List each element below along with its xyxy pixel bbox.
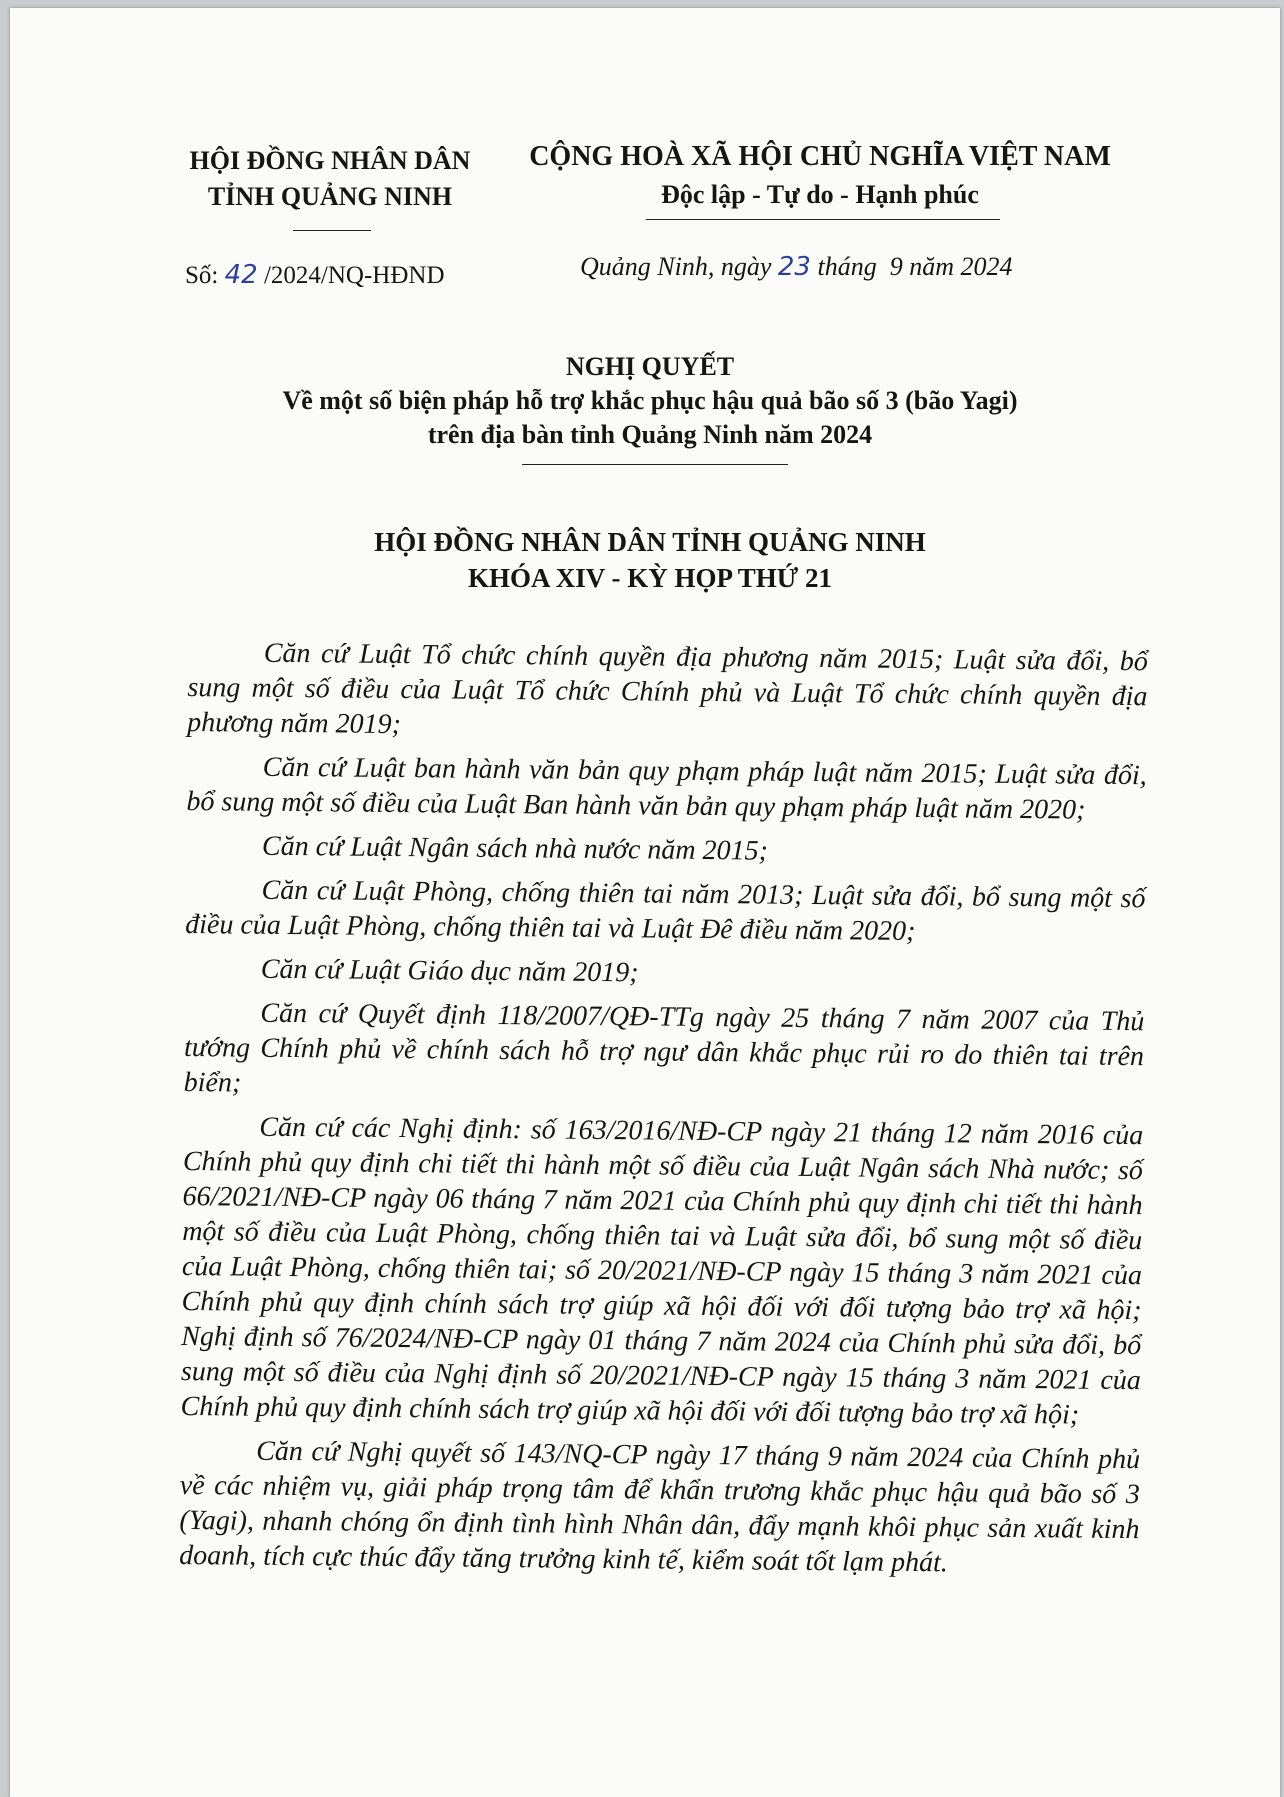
resolution-title <box>190 350 1110 452</box>
date-suffix: tháng 9 năm 2024 <box>817 252 1013 281</box>
paragraph: Căn cứ Quyết định 118/2007/QĐ-TTg ngày 25 tháng 7 năm 2007 của Thủ tướng Chính phủ về chính sách hỗ trợ ngư dân khắc phục rủi ro do thiên tai trên biển; <box>183 997 1145 1099</box>
paragraph: Căn cứ Nghị quyết số 143/NQ-CP ngày 17 tháng 9 năm 2024 của Chính phủ về các nhiệm vụ, giải pháp trọng tâm để khẩn trương khắc phục hậu quả bão số 3 (Yagi), nhanh chóng ổn định tình hình Nhân dân, đẩy mạnh khôi phục sản xuất kinh doanh, tích cực thúc đẩy tăng trưởng kinh tế, kiểm soát tốt lạm phát. <box>179 1435 1141 1579</box>
paragraph: Căn cứ Luật Giáo dục năm 2019; <box>260 953 639 989</box>
council-line2: KHÓA XIV - KỲ HỌP THỨ 21 <box>467 563 833 593</box>
paragraph: Căn cứ Luật Phòng, chống thiên tai năm 2013; Luật sửa đổi, bổ sung một số điều của Luật Phòng, chống thiên tai và Luật Đê điều năm 2020; <box>185 874 1146 947</box>
date-prefix: Quảng Ninh, ngày <box>580 252 772 281</box>
national-header <box>525 138 1115 214</box>
handwritten-number: 42 <box>224 260 258 290</box>
motto-underline <box>646 219 1000 220</box>
nation-name: CỘNG HOÀ XÃ HỘI CHỦ NGHĨA VIỆT NAM <box>529 141 1111 172</box>
council-line1: HỘI ĐỒNG NHÂN DÂN TỈNH QUẢNG NINH <box>374 527 926 557</box>
org-name-line1: HỘI ĐỒNG NHÂN DÂN <box>189 146 471 175</box>
document-page <box>10 8 1280 1797</box>
document-type: NGHỊ QUYẾT <box>565 352 735 381</box>
council-heading <box>210 524 1090 596</box>
org-underline <box>293 230 371 231</box>
title-line1: Về một số biện pháp hỗ trợ khắc phục hậu quả bão số 3 (bão Yagi) <box>282 386 1018 415</box>
paragraph: Căn cứ Luật ban hành văn bản quy phạm pháp luật năm 2015; Luật sửa đổi, bổ sung một số điều của Luật Ban hành văn bản quy phạm pháp luật năm 2020; <box>186 751 1147 826</box>
paragraph: Căn cứ Luật Tổ chức chính quyền địa phương năm 2015; Luật sửa đổi, bổ sung một số điều của Luật Tổ chức Chính phủ và Luật Tổ chức chính quyền địa phương năm 2019; <box>187 637 1148 741</box>
org-name-line2: TỈNH QUẢNG NINH <box>207 182 453 211</box>
issue-date <box>580 252 1012 282</box>
title-underline <box>522 464 788 465</box>
national-motto: Độc lập - Tự do - Hạnh phúc <box>661 180 979 209</box>
handwritten-day: 23 <box>777 252 811 282</box>
number-prefix: Số: <box>185 262 219 289</box>
paragraph: Căn cứ các Nghị định: số 163/2016/NĐ-CP ngày 21 tháng 12 năm 2016 của Chính phủ quy định chi tiết thi hành một số điều của Luật Ngân sách Nhà nước; số 66/2021/NĐ-CP ngày 06 tháng 7 năm 2021 của Chính phủ quy định chi tiết thi hành một số điều của Luật Phòng, chống thiên tai và Luật sửa đổi, bổ sung một số điều của Luật Phòng, chống thiên tai; số 20/2021/NĐ-CP ngày 15 tháng 3 năm 2021 của Chính phủ quy định chính sách trợ giúp xã hội đối với đối tượng bảo trợ xã hội; Nghị định số 76/2024/NĐ-CP ngày 01 tháng 7 năm 2024 của Chính phủ sửa đổi, bổ sung một số điều của Nghị định số 20/2021/NĐ-CP ngày 15 tháng 3 năm 2021 của Chính phủ quy định chính sách trợ giúp xã hội đối với đối tượng bảo trợ xã hội; <box>180 1111 1144 1431</box>
number-suffix: /2024/NQ-HĐND <box>263 262 445 289</box>
issuing-organization <box>170 143 490 215</box>
title-line2: trên địa bàn tỉnh Quảng Ninh năm 2024 <box>427 420 873 449</box>
document-number <box>185 260 445 290</box>
paragraph: Căn cứ Luật Ngân sách nhà nước năm 2015; <box>261 830 769 867</box>
legal-basis <box>179 635 1148 1591</box>
